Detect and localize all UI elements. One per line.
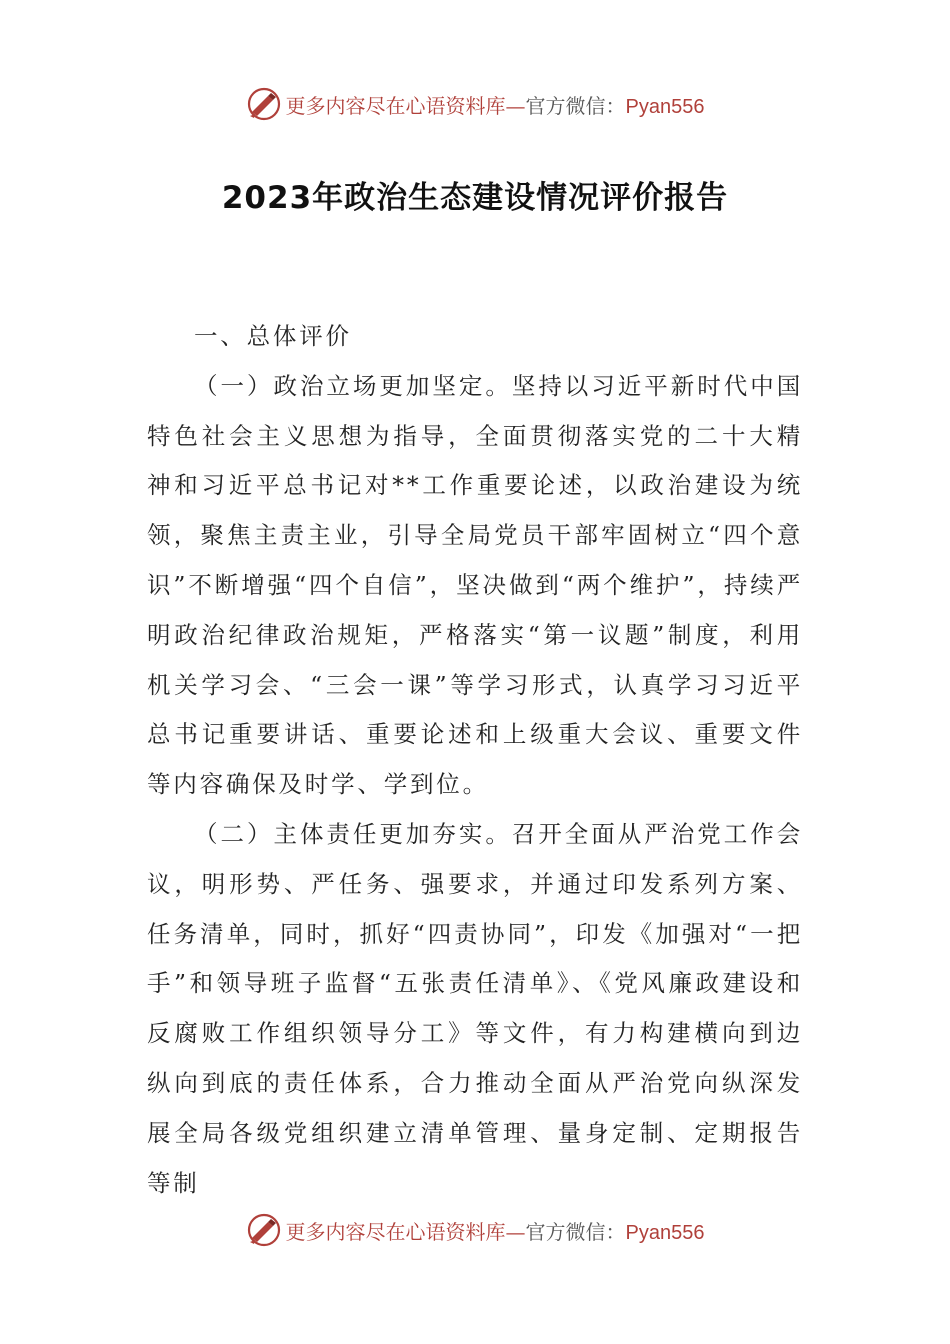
banner-site-text: 更多内容尽在心语资料库 — [285, 1219, 506, 1244]
document-title: 2023年政治生态建设情况评价报告 — [221, 180, 729, 216]
banner-dash: — — [505, 93, 526, 118]
header-watermark-banner — [0, 82, 950, 126]
banner-wechat-label: 官方微信： — [525, 93, 626, 118]
paragraph-main-responsibility: （二）主体责任更加夯实。召开全面从严治党工作会议，明形势、严任务、强要求，并通过印发系列方案、任务清单，同时，抓好“四责协同”，印发《加强对“一把手”和领导班子监督“五张责任清单》、《党风廉政建设和反腐败工作组织领导分工》等文件，有力构建横向到边纵向到底的责任体系，合力推动全面从严治党向纵深发展全局各级党组织建立清单管理、量身定制、定期报告等制 — [147, 819, 803, 1197]
banner-wechat-id: Pyan556 — [625, 1221, 705, 1244]
banner-site-text: 更多内容尽在心语资料库 — [285, 93, 506, 118]
document-body — [147, 312, 803, 1208]
pen-circle-logo-icon — [246, 1212, 282, 1248]
paragraph-political-stance: （一）政治立场更加坚定。坚持以习近平新时代中国特色社会主义思想为指导，全面贯彻落实党的二十大精神和习近平总书记对**工作重要论述，以政治建设为统领，聚焦主责主业，引导全局党员干部牢固树立“四个意识”不断增强“四个自信”，坚决做到“两个维护”，持续严明政治纪律政治规矩，严格落实“第一议题”制度，利用机关学习会、“三会一课”等学习形式，认真学习习近平总书记重要讲话、重要论述和上级重大会议、重要文件等内容确保及时学、学到位。 — [147, 371, 803, 799]
banner-wechat-label: 官方微信： — [525, 1219, 626, 1244]
section-heading: 一、总体评价 — [194, 322, 352, 350]
banner-dash: — — [505, 1219, 526, 1244]
pen-circle-logo-icon — [246, 86, 282, 122]
banner-text — [286, 90, 705, 119]
banner-wechat-id: Pyan556 — [625, 95, 705, 118]
footer-watermark-banner — [0, 1208, 950, 1252]
banner-text — [286, 1216, 705, 1245]
